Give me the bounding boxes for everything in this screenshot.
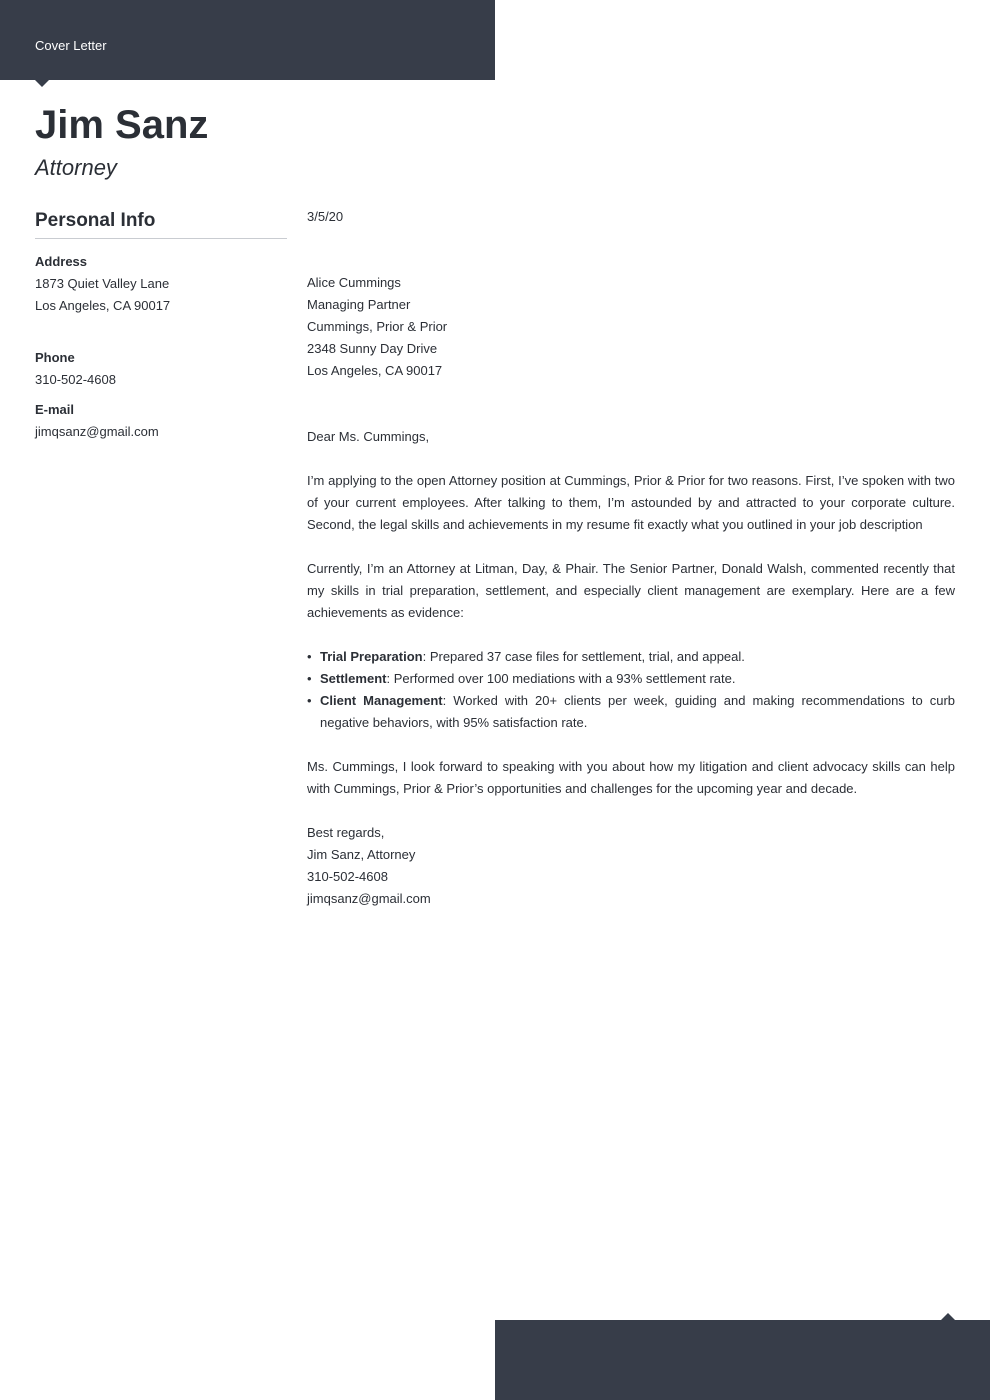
footer-pointer [941,1313,955,1320]
achievement-title: Settlement [320,671,387,686]
address-line-2: Los Angeles, CA 90017 [35,298,171,313]
applicant-title: Attorney [35,155,117,180]
paragraph-current-role: Currently, I’m an Attorney at Litman, Day, & Phair. The Senior Partner, Donald Walsh, commented recently that my skills in trial preparation, settlement, and especially client management are exemplary. Here are a few achievements as evidence: [307,561,955,620]
list-item [307,690,955,734]
applicant-name: Jim Sanz [35,103,209,147]
achievements-list [307,646,955,734]
email-value: jimqsanz@gmail.com [35,424,159,439]
phone-label: Phone [35,350,75,365]
header-bar [0,0,495,80]
achievement-text: : Performed over 100 mediations with a 93% settlement rate. [386,671,736,686]
recipient-name: Alice Cummings [307,275,401,290]
letter-date: 3/5/20 [307,209,344,224]
signature-name: Jim Sanz, Attorney [307,847,416,862]
footer-bar [495,1320,990,1400]
achievement-title: Client Management [320,693,443,708]
header-label: Cover Letter [35,38,107,53]
paragraph-closing: Ms. Cummings, I look forward to speaking with you about how my litigation and client advocacy skills can help with Cummings, Prior & Prior’s opportunities and challenges for the upcoming year and decade. [307,759,955,796]
recipient-company: Cummings, Prior & Prior [307,319,448,334]
address-label: Address [35,254,88,269]
salutation: Dear Ms. Cummings, [307,429,430,444]
achievement-text: : Worked with 20+ clients per week, guiding and making recommendations to curb negative behaviors, with 95% satisfaction rate. [320,693,956,730]
personal-info-heading: Personal Info [35,208,287,239]
letter-body [307,206,955,910]
achievement-title: Trial Preparation [320,649,423,664]
signature-phone: 310-502-4608 [307,869,388,884]
recipient-city: Los Angeles, CA 90017 [307,363,443,378]
personal-info-section [35,208,287,443]
email-label: E-mail [35,402,75,417]
address-line-1: 1873 Quiet Valley Lane [35,276,170,291]
recipient-block [307,272,955,382]
closing: Best regards, [307,825,385,840]
phone-value: 310-502-4608 [35,372,116,387]
signature-email: jimqsanz@gmail.com [307,891,431,906]
paragraph-intro: I’m applying to the open Attorney position at Cummings, Prior & Prior for two reasons. First, I’ve spoken with two of your current employees. After talking to them, I’m astounded by and attracted to your corporate culture. Second, the legal skills and achievements in my resume fit exactly what you outlined in your job description [307,473,955,532]
list-item [307,668,955,690]
header-pointer [35,80,49,87]
list-item [307,646,955,668]
recipient-street: 2348 Sunny Day Drive [307,341,438,356]
recipient-title: Managing Partner [307,297,411,312]
achievement-text: : Prepared 37 case files for settlement, trial, and appeal. [422,649,745,664]
